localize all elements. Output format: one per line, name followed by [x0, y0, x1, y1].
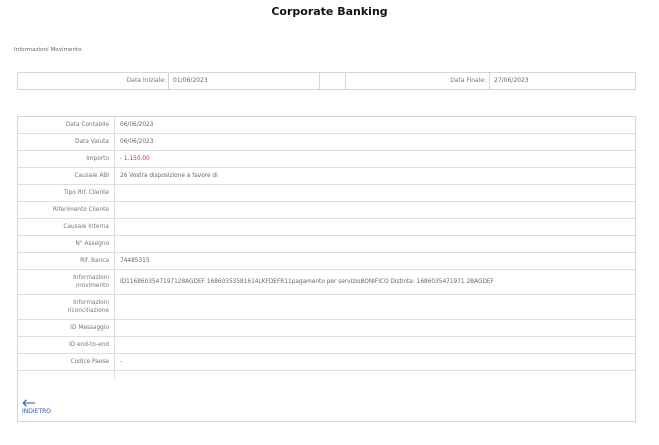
info-riconciliazione-value	[115, 295, 636, 320]
start-date-label: Data Iniziale:	[126, 77, 166, 84]
table-row	[18, 185, 635, 202]
table-row	[18, 295, 635, 320]
table-row	[18, 117, 635, 134]
table-row	[18, 134, 635, 151]
row-label-line: Informazioni	[73, 300, 109, 306]
row-label: Rif. Banca	[18, 253, 115, 270]
app-title: Corporate Banking	[271, 5, 388, 18]
table-row	[18, 253, 635, 270]
data-contabile-value: 06/06/2023	[115, 117, 636, 134]
row-label-line: Informazioni	[73, 275, 109, 281]
start-date-value: 01/06/2023	[173, 77, 208, 84]
row-label: Data Valuta	[18, 134, 115, 151]
row-label-line: riconciliazione	[67, 308, 109, 314]
table-row	[18, 202, 635, 219]
table-row	[18, 168, 635, 185]
importo-value: - 1.150,00	[115, 151, 636, 168]
back-button[interactable]	[22, 399, 51, 415]
table-row	[18, 320, 635, 337]
row-label	[18, 270, 115, 295]
row-label: Causale ABI	[18, 168, 115, 185]
table-row	[18, 270, 635, 295]
row-label: Causale Interna	[18, 219, 115, 236]
movement-detail-table	[17, 116, 636, 422]
section-title: Informazioni Movimento	[14, 47, 82, 53]
end-date-value: 27/06/2023	[494, 77, 529, 84]
row-label: ID end-to-end	[18, 337, 115, 354]
row-label: Tipo Rif. Cliente	[18, 185, 115, 202]
tipo-rif-cliente-value	[115, 185, 636, 202]
row-label-line: movimento	[76, 283, 109, 289]
table-row	[18, 236, 635, 253]
data-valuta-value: 06/06/2023	[115, 134, 636, 151]
row-label	[18, 295, 115, 320]
id-end-to-end-value	[115, 337, 636, 354]
n-assegno-value	[115, 236, 636, 253]
row-label: Codice Paese	[18, 354, 115, 371]
table-row	[18, 371, 635, 380]
row-label: Data Contabile	[18, 117, 115, 134]
arrow-left-icon	[22, 399, 51, 407]
row-label: Importo	[18, 151, 115, 168]
id-messaggio-value	[115, 320, 636, 337]
date-range-bar	[17, 72, 636, 90]
codice-paese-value: -	[115, 354, 636, 371]
causale-abi-value: 26 Vostra disposizione a favore di	[115, 168, 636, 185]
info-movimento-value: ID1168603547197128AGDEF 16860353581614LKFDEFR11pagamento per servizioBONIFICO Distinta: 1686035471971 2BAGDEF	[115, 270, 636, 295]
table-row	[18, 151, 635, 168]
row-label: Riferimento Cliente	[18, 202, 115, 219]
end-date-label: Data Finale:	[450, 77, 486, 84]
row-label	[18, 371, 115, 380]
row-label: ID Messaggio	[18, 320, 115, 337]
table-row	[18, 354, 635, 371]
back-button-label: INDIETRO	[22, 408, 51, 415]
rif-banca-value: 74485315	[115, 253, 636, 270]
riferimento-cliente-value	[115, 202, 636, 219]
table-row	[18, 219, 635, 236]
table-row	[18, 337, 635, 354]
row-value	[115, 371, 636, 380]
row-label: N° Assegno	[18, 236, 115, 253]
causale-interna-value	[115, 219, 636, 236]
